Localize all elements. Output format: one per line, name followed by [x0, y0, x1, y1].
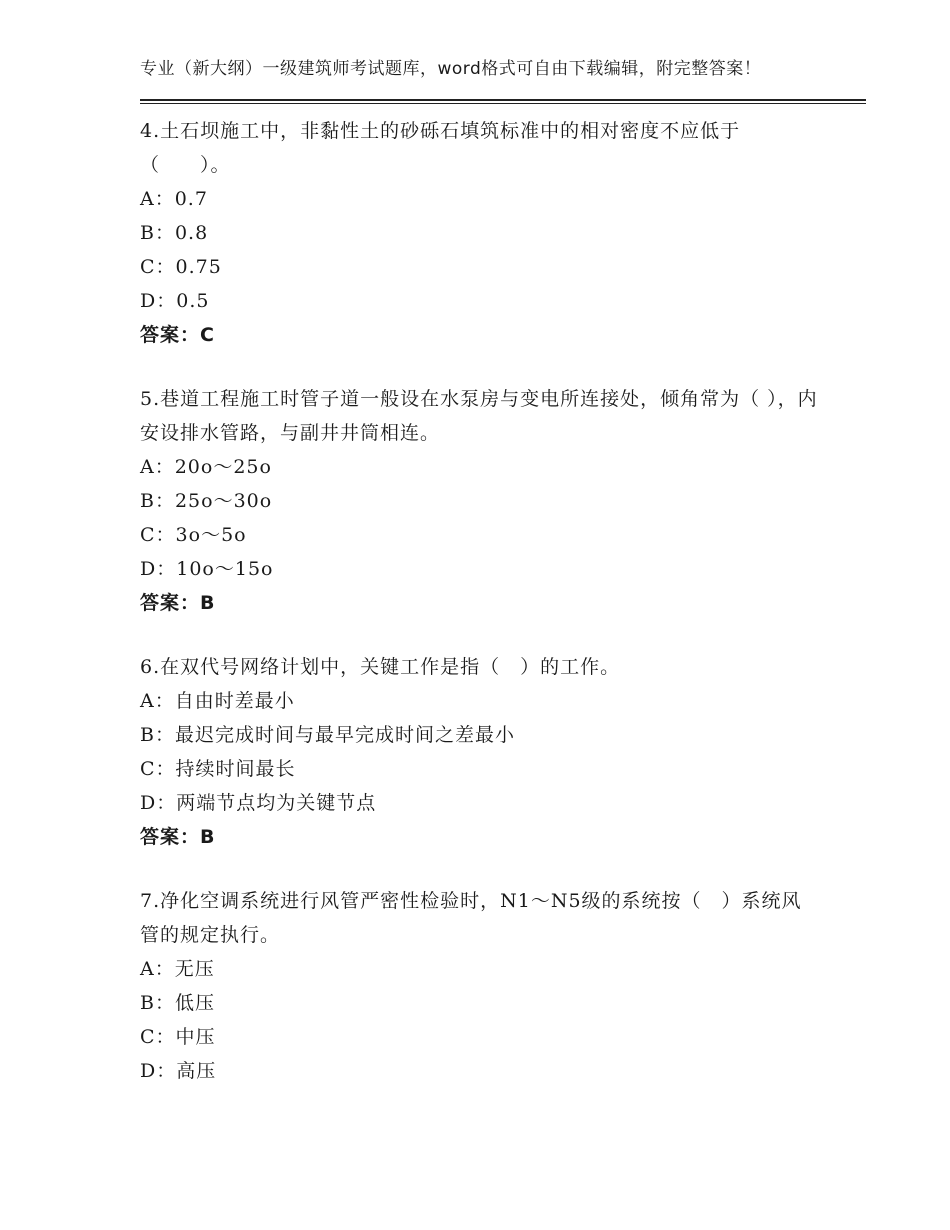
question-stem: 4.土石坝施工中，非黏性土的砂砾石填筑标准中的相对密度不应低于（ ）。	[140, 120, 741, 176]
option-d: D：0.5	[140, 290, 210, 312]
question-stem: 5.巷道工程施工时管子道一般设在水泵房与变电所连接处，倾角常为（ ），内安设排水管路，与副井井筒相连。	[140, 388, 818, 444]
header-rule-thick	[140, 99, 866, 101]
option-b: B：最迟完成时间与最早完成时间之差最小	[140, 724, 515, 746]
question-stem: 7.净化空调系统进行风管严密性检验时，N1～N5级的系统按（ ）系统风管的规定执行。	[140, 890, 802, 946]
question-list	[140, 114, 820, 1118]
option-a: A：自由时差最小	[140, 690, 295, 712]
option-d: D：两端节点均为关键节点	[140, 792, 377, 814]
option-d: D：10o～15o	[140, 558, 274, 580]
option-c: C：持续时间最长	[140, 758, 296, 780]
option-a: A：无压	[140, 958, 215, 980]
option-c: C：3o～5o	[140, 524, 247, 546]
option-a: A：20o～25o	[140, 456, 272, 478]
option-c: C：中压	[140, 1026, 216, 1048]
option-b: B：25o～30o	[140, 490, 273, 512]
answer-label: 答案：B	[140, 826, 216, 848]
option-b: B：低压	[140, 992, 215, 1014]
document-header: 专业（新大纲）一级建筑师考试题库，word格式可自由下载编辑，附完整答案！	[140, 59, 762, 79]
option-b: B：0.8	[140, 222, 209, 244]
question-4	[140, 114, 820, 352]
option-a: A：0.7	[140, 188, 208, 210]
answer-label: 答案：C	[140, 324, 215, 346]
answer-label: 答案：B	[140, 592, 216, 614]
question-5	[140, 382, 820, 620]
option-d: D：高压	[140, 1060, 217, 1082]
question-stem: 6.在双代号网络计划中，关键工作是指（ ）的工作。	[140, 656, 621, 678]
header-rule-thin	[140, 103, 866, 104]
option-c: C：0.75	[140, 256, 222, 278]
question-7	[140, 884, 820, 1088]
question-6	[140, 650, 820, 854]
